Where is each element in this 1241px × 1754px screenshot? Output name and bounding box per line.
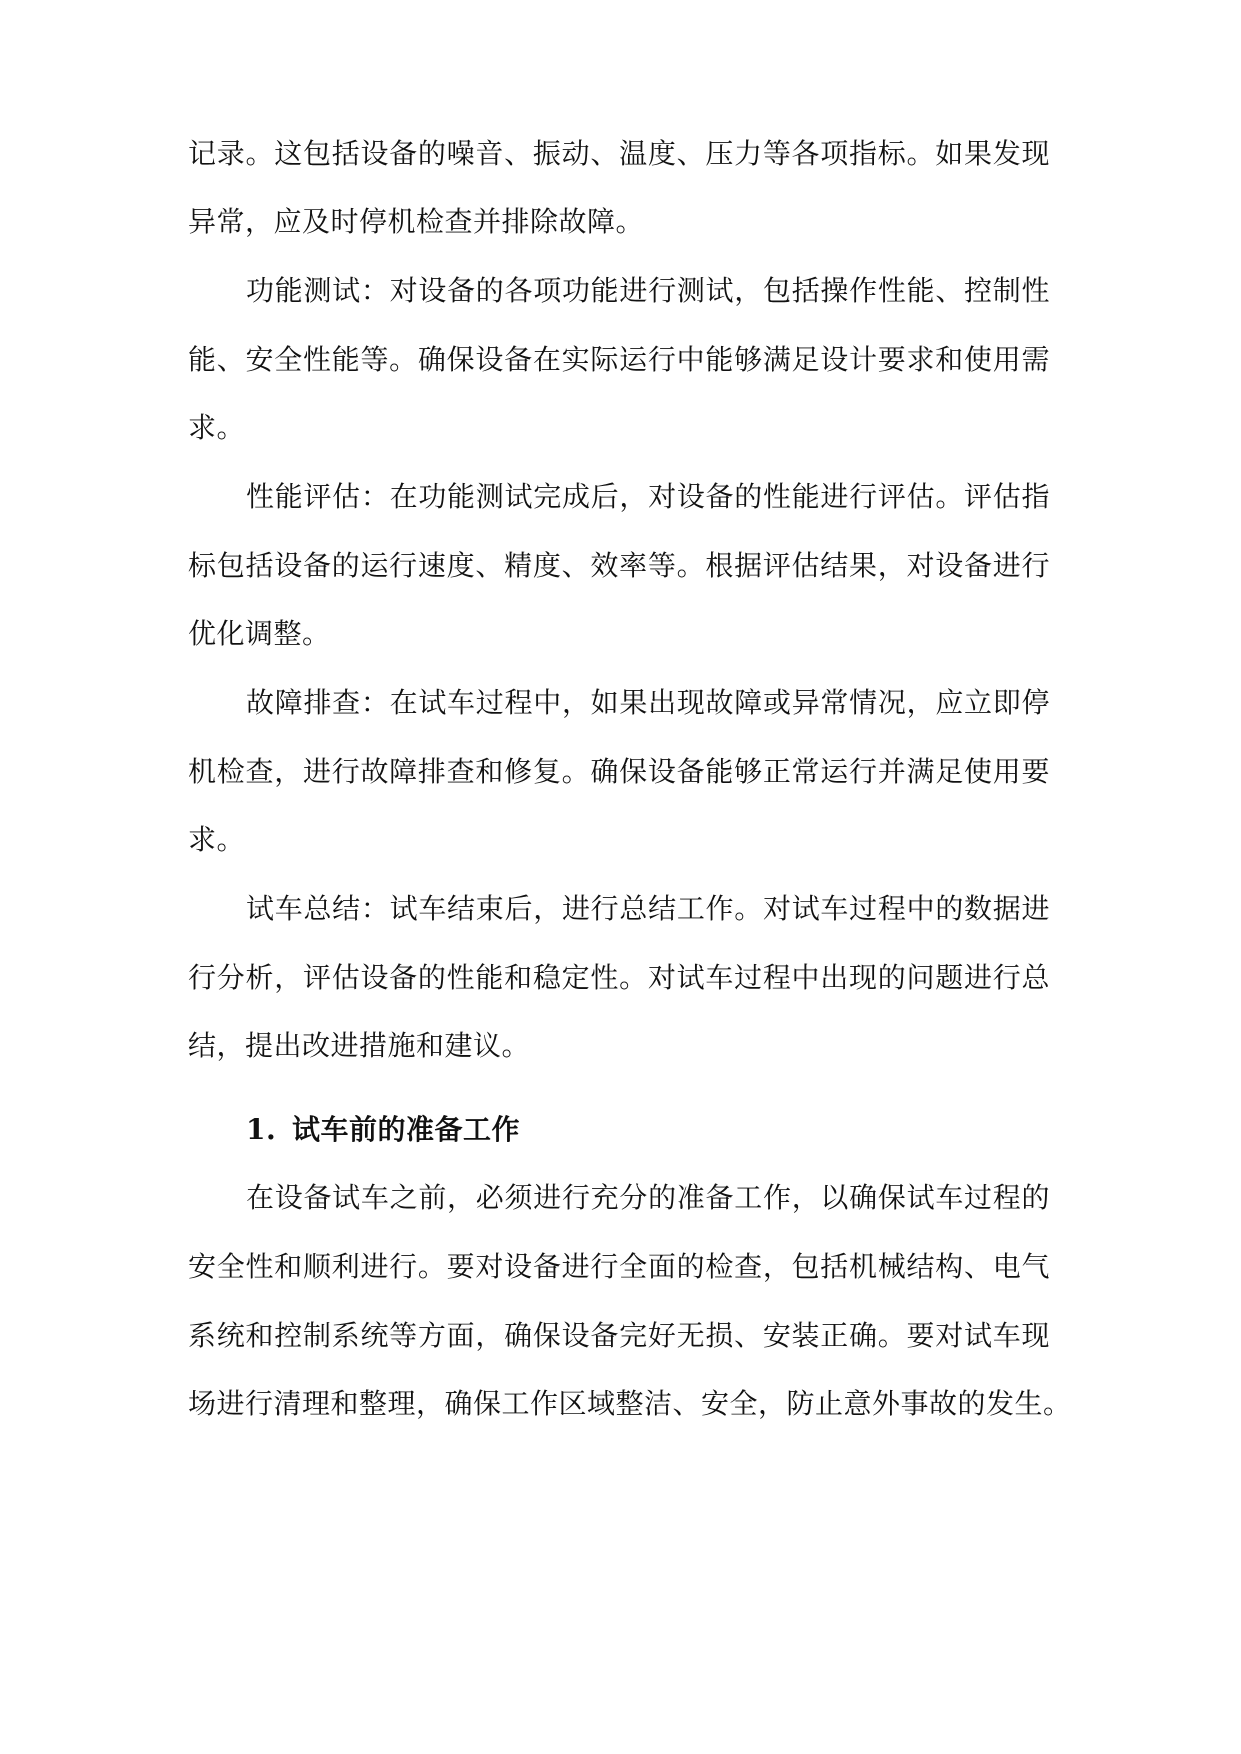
paragraph-line: 求。: [188, 411, 246, 444]
paragraph-line: 求。: [188, 823, 246, 856]
section-number: 1.: [246, 1113, 277, 1146]
paragraph-line: 在设备试车之前，必须进行充分的准备工作，以确保试车过程的: [246, 1181, 1050, 1214]
paragraph-line: 系统和控制系统等方面，确保设备完好无损、安装正确。要对试车现: [188, 1319, 1050, 1352]
paragraph-line: 行分析，评估设备的性能和稳定性。对试车过程中出现的问题进行总: [188, 961, 1050, 994]
paragraph-line: 故障排查：在试车过程中，如果出现故障或异常情况，应立即停: [246, 686, 1050, 719]
section-heading: [246, 1110, 520, 1150]
paragraph-line: 结，提出改进措施和建议。: [188, 1029, 531, 1062]
paragraph-line: 场进行清理和整理，确保工作区域整洁、安全，防止意外事故的发生。: [188, 1387, 1072, 1420]
paragraph-line: 能、安全性能等。确保设备在实际运行中能够满足设计要求和使用需: [188, 343, 1050, 376]
paragraph-line: 性能评估：在功能测试完成后，对设备的性能进行评估。评估指: [246, 480, 1050, 513]
paragraph-line: 优化调整。: [188, 617, 331, 650]
paragraph-line: 异常，应及时停机检查并排除故障。: [188, 205, 645, 238]
paragraph-line: 试车总结：试车结束后，进行总结工作。对试车过程中的数据进: [246, 892, 1050, 925]
paragraph-line: 标包括设备的运行速度、精度、效率等。根据评估结果，对设备进行: [188, 549, 1050, 582]
paragraph-line: 记录。这包括设备的噪音、振动、温度、压力等各项指标。如果发现: [188, 137, 1050, 170]
paragraph-line: 功能测试：对设备的各项功能进行测试，包括操作性能、控制性: [246, 274, 1050, 307]
section-title: 试车前的准备工作: [292, 1113, 521, 1146]
paragraph-line: 安全性和顺利进行。要对设备进行全面的检查，包括机械结构、电气: [188, 1250, 1050, 1283]
paragraph-line: 机检查，进行故障排查和修复。确保设备能够正常运行并满足使用要: [188, 755, 1050, 788]
